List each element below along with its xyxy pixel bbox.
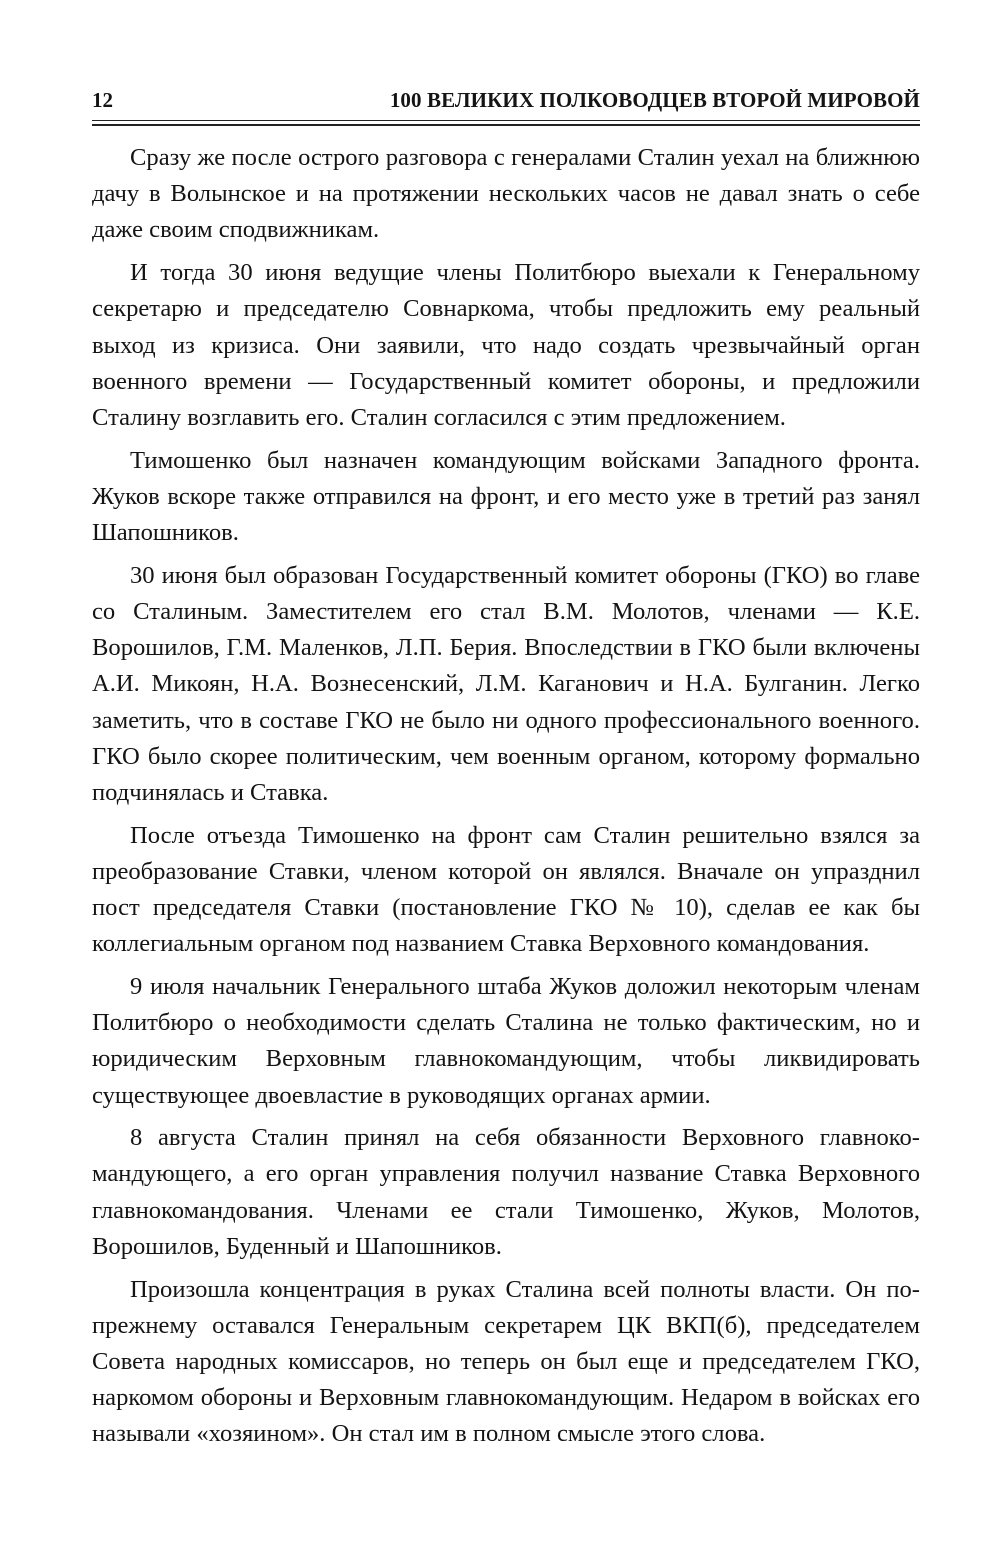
book-page bbox=[92, 80, 920, 1448]
paragraph: Сразу же после острого разговора с генералами Сталин уехал на ближнюю дачу в Волынское и на протяжении нескольких часов не давал знать о себе даже своим сподвижникам. bbox=[92, 144, 920, 244]
paragraph: Тимошенко был назначен командующим войсками Западного фронта. Жуков вскоре также отправился на фронт, и его место уже в третий раз занял Шапошников. bbox=[92, 446, 920, 547]
header-rule-thin bbox=[92, 120, 920, 121]
book-title: 100 ВЕЛИКИХ ПОЛКОВОДЦЕВ ВТОРОЙ МИРОВОЙ bbox=[389, 88, 920, 112]
paragraph: 8 августа Сталин принял на себя обязанности Верховного главнокомандующего, а его орган управления получил название Ставка Верховного главнокомандования. Членами ее стали Тимошенко, Жуков, Молотов, Ворошилов, Буденный и Шапошников. bbox=[92, 1124, 920, 1260]
paragraph: 30 июня был образован Государственный комитет обороны (ГКО) во главе со Сталиным. Заместителем его стал В.М. Молотов, членами — К.Е. Ворошилов, Г.М. Маленков, Л.П. Берия. Впоследствии в ГКО были включены А.И. Микоян, Н.А. Вознесенский, Л.М. Каганович и Н.А. Булганин. Легко заметить, что в составе ГКО не было ни одного профессионального военного. ГКО было скорее политическим, чем военным органом, которому формально подчинялась и Ставка. bbox=[92, 561, 920, 806]
paragraph: После отъезда Тимошенко на фронт сам Сталин решительно взялся за преобразование Ставки, членом которой он являлся. Вначале он упразднил пост председателя Ставки (постановление ГКО № 10), сделав ее как бы коллегиальным органом под названием Ставка Верховного командования. bbox=[92, 821, 920, 958]
page-number: 12 bbox=[92, 88, 113, 112]
body-text bbox=[92, 140, 920, 1459]
paragraph: И тогда 30 июня ведущие члены Политбюро выехали к Генеральному секретарю и председателю Совнаркома, чтобы предложить ему реальный выход из кризиса. Они заявили, что надо создать чрезвычайный орган военного времени — Государственный комитет обороны, и предложили Сталину возглавить его. Сталин согласился с этим предложением. bbox=[92, 259, 920, 431]
running-header bbox=[92, 80, 920, 118]
header-rule-thick bbox=[92, 124, 920, 126]
paragraph: Произошла концентрация в руках Сталина всей полноты власти. Он по-прежнему оставался Генеральным секретарем ЦК ВКП(б), председателем Совета народных комиссаров, но теперь он был еще и председателем ГКО, наркомом обороны и Верховным главнокомандующим. Недаром в войсках его называли «хозяином». Он стал им в полном смысле этого слова. bbox=[92, 1275, 920, 1448]
paragraph: 9 июля начальник Генерального штаба Жуков доложил некоторым членам Политбюро о необходимости сделать Сталина не только фактическим, но и юридическим Верховным главнокомандующим, чтобы ликвидировать существующее двоевластие в руководящих органах армии. bbox=[92, 972, 920, 1109]
